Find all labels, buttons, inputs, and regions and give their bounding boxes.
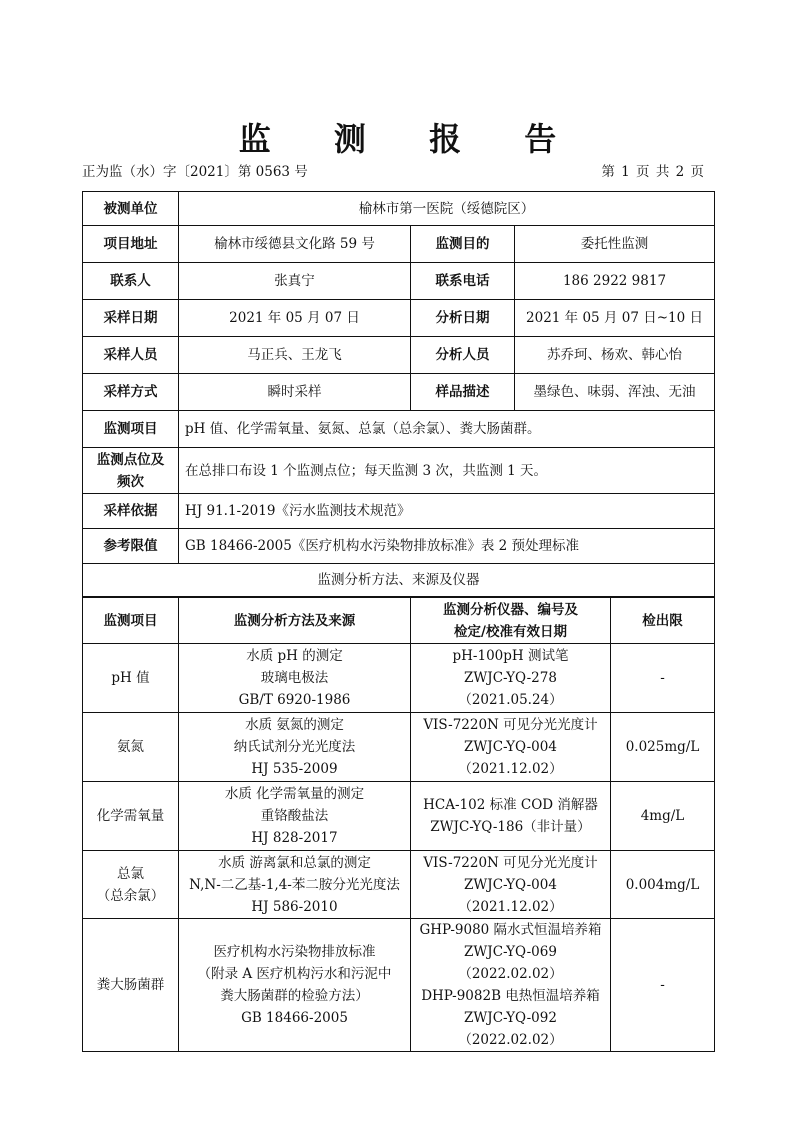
method-row-instrument-line: DHP-9082B 电热恒温培养箱 (421, 988, 600, 1004)
method-row-instrument-line: VIS-7220N 可见分光光度计 (423, 854, 598, 871)
sampling-method-label: 采样方式 (83, 374, 179, 411)
methods-header-instrument-line2: 检定/校准有效日期 (454, 623, 567, 640)
purpose-value: 委托性监测 (515, 226, 715, 263)
method-row-instrument-line: GHP-9080 隔水式恒温培养箱 (419, 922, 602, 938)
report-title: 监 测 报 告 (238, 120, 583, 158)
methods-table (82, 597, 715, 1052)
method-row-method-line: 玻璃电极法 (260, 670, 329, 686)
analyst-label: 分析人员 (411, 337, 515, 374)
method-row (83, 919, 715, 1052)
method-row-limit: 4mg/L (611, 782, 715, 851)
points-frequency-value: 在总排口布设 1 个监测点位；每天监测 3 次，共监测 1 天。 (179, 448, 715, 494)
points-frequency-label (83, 448, 179, 494)
analysis-date-label: 分析日期 (411, 300, 515, 337)
sampler-value: 马正兵、王龙飞 (179, 337, 411, 374)
method-row-item (83, 851, 179, 919)
method-row-instrument-line: ZWJC-YQ-092（2022.02.02） (458, 1010, 563, 1048)
method-row-method-line: 粪大肠菌群的检验方法） (220, 988, 369, 1004)
method-row-item-line: （总余氯） (96, 887, 165, 904)
method-row-item-line: 氨氮 (117, 739, 144, 755)
method-row-method-line: HJ 586-2010 (251, 898, 338, 915)
analysis-date-value: 2021 年 05 月 07 日~10 日 (515, 300, 715, 337)
method-row-method-line: GB/T 6920-1986 (238, 692, 351, 708)
method-row-item-line: 总氯 (117, 865, 144, 882)
methods-section-title: 监测分析方法、来源及仪器 (83, 564, 715, 597)
methods-header-instrument-line1: 监测分析仪器、编号及 (443, 601, 578, 618)
sampling-basis-label: 采样依据 (83, 494, 179, 529)
method-row-method-line: 水质 pH 的测定 (246, 648, 343, 664)
method-row-instrument (411, 782, 611, 851)
method-row-method-line: （附录 A 医疗机构污水和污泥中 (197, 966, 392, 982)
method-row-limit: 0.025mg/L (611, 713, 715, 782)
address-value: 榆林市绥德县文化路 59 号 (179, 226, 411, 263)
methods-header-instrument (411, 598, 611, 644)
method-row-instrument-line: VIS-7220N 可见分光光度计 (423, 717, 598, 733)
method-row-method (179, 782, 411, 851)
method-row-method-line: 重铬酸盐法 (260, 808, 329, 824)
method-row-item (83, 644, 179, 713)
method-row (83, 851, 715, 919)
method-row-item (83, 713, 179, 782)
sampler-label: 采样人员 (83, 337, 179, 374)
method-row-instrument-line: ZWJC-YQ-278（2021.05.24） (458, 670, 563, 708)
method-row-instrument-line: HCA-102 标准 COD 消解器 (423, 797, 598, 813)
method-row (83, 644, 715, 713)
method-row-method-line: 纳氏试剂分光光度法 (233, 739, 356, 755)
page-indicator: 第 1 页 共 2 页 (601, 164, 705, 180)
method-row-method (179, 713, 411, 782)
method-row-method-line: HJ 828-2017 (251, 830, 338, 846)
method-row-item (83, 919, 179, 1052)
purpose-label: 监测目的 (411, 226, 515, 263)
method-row-item (83, 782, 179, 851)
sample-date-label: 采样日期 (83, 300, 179, 337)
method-row-method-line: 水质 游离氯和总氯的测定 (218, 854, 371, 871)
method-row-instrument (411, 644, 611, 713)
monitoring-items-label: 监测项目 (83, 411, 179, 448)
method-row-item-line: pH 值 (111, 670, 150, 686)
method-row-method-line: 水质 氨氮的测定 (245, 717, 344, 733)
method-row-instrument-line: ZWJC-YQ-004（2021.12.02） (458, 739, 563, 777)
address-label: 项目地址 (83, 226, 179, 263)
report-table (82, 191, 715, 597)
method-row-method-line: GB 18466-2005 (241, 1010, 348, 1026)
method-row-method-line: N,N-二乙基-1,4-苯二胺分光光度法 (189, 876, 400, 893)
method-row-limit: 0.004mg/L (611, 851, 715, 919)
unit-label: 被测单位 (83, 192, 179, 226)
method-row-method-line: 医疗机构水污染物排放标准 (213, 944, 376, 960)
method-row-limit: - (611, 919, 715, 1052)
sampling-basis-value: HJ 91.1-2019《污水监测技术规范》 (179, 494, 715, 529)
method-row (83, 782, 715, 851)
monitoring-items-value: pH 值、化学需氧量、氨氮、总氯（总余氯）、粪大肠菌群。 (179, 411, 715, 448)
sampling-method-value: 瞬时采样 (179, 374, 411, 411)
method-row-instrument-line: ZWJC-YQ-004（2021.12.02） (458, 876, 563, 915)
phone-label: 联系电话 (411, 263, 515, 300)
points-frequency-label-line2: 频次 (117, 473, 144, 490)
seal-stamp (767, 545, 795, 695)
contact-value: 张真宁 (179, 263, 411, 300)
method-row-limit: - (611, 644, 715, 713)
method-row-method (179, 919, 411, 1052)
sample-date-value: 2021 年 05 月 07 日 (179, 300, 411, 337)
method-row-instrument-line: ZWJC-YQ-069（2022.02.02） (458, 944, 563, 982)
method-row-instrument-line: ZWJC-YQ-186（非计量） (430, 819, 591, 835)
method-row-item-line: 粪大肠菌群 (96, 977, 165, 993)
methods-header-limit: 检出限 (611, 598, 715, 644)
method-row-method (179, 644, 411, 713)
unit-value: 榆林市第一医院（绥德院区） (179, 192, 715, 226)
method-row-instrument-line: pH-100pH 测试笔 (452, 648, 569, 664)
method-row-instrument (411, 919, 611, 1052)
sample-description-label: 样品描述 (411, 374, 515, 411)
methods-header-item: 监测项目 (83, 598, 179, 644)
method-row-method-line: 水质 化学需氧量的测定 (224, 786, 365, 802)
method-row-instrument (411, 713, 611, 782)
analyst-value: 苏乔珂、杨欢、韩心怡 (515, 337, 715, 374)
contact-label: 联系人 (83, 263, 179, 300)
method-row-item-line: 化学需氧量 (96, 808, 165, 824)
method-row-method (179, 851, 411, 919)
reference-limit-value: GB 18466-2005《医疗机构水污染物排放标准》表 2 预处理标准 (179, 529, 715, 564)
methods-header-method: 监测分析方法及来源 (179, 598, 411, 644)
phone-value: 186 2922 9817 (515, 263, 715, 300)
points-frequency-label-line1: 监测点位及 (96, 451, 165, 468)
method-row-method-line: HJ 535-2009 (251, 761, 338, 777)
method-row (83, 713, 715, 782)
document-number: 正为监（水）字〔2021〕第 0563 号 (82, 164, 308, 180)
sample-description-value: 墨绿色、味弱、浑浊、无油 (515, 374, 715, 411)
method-row-instrument (411, 851, 611, 919)
reference-limit-label: 参考限值 (83, 529, 179, 564)
